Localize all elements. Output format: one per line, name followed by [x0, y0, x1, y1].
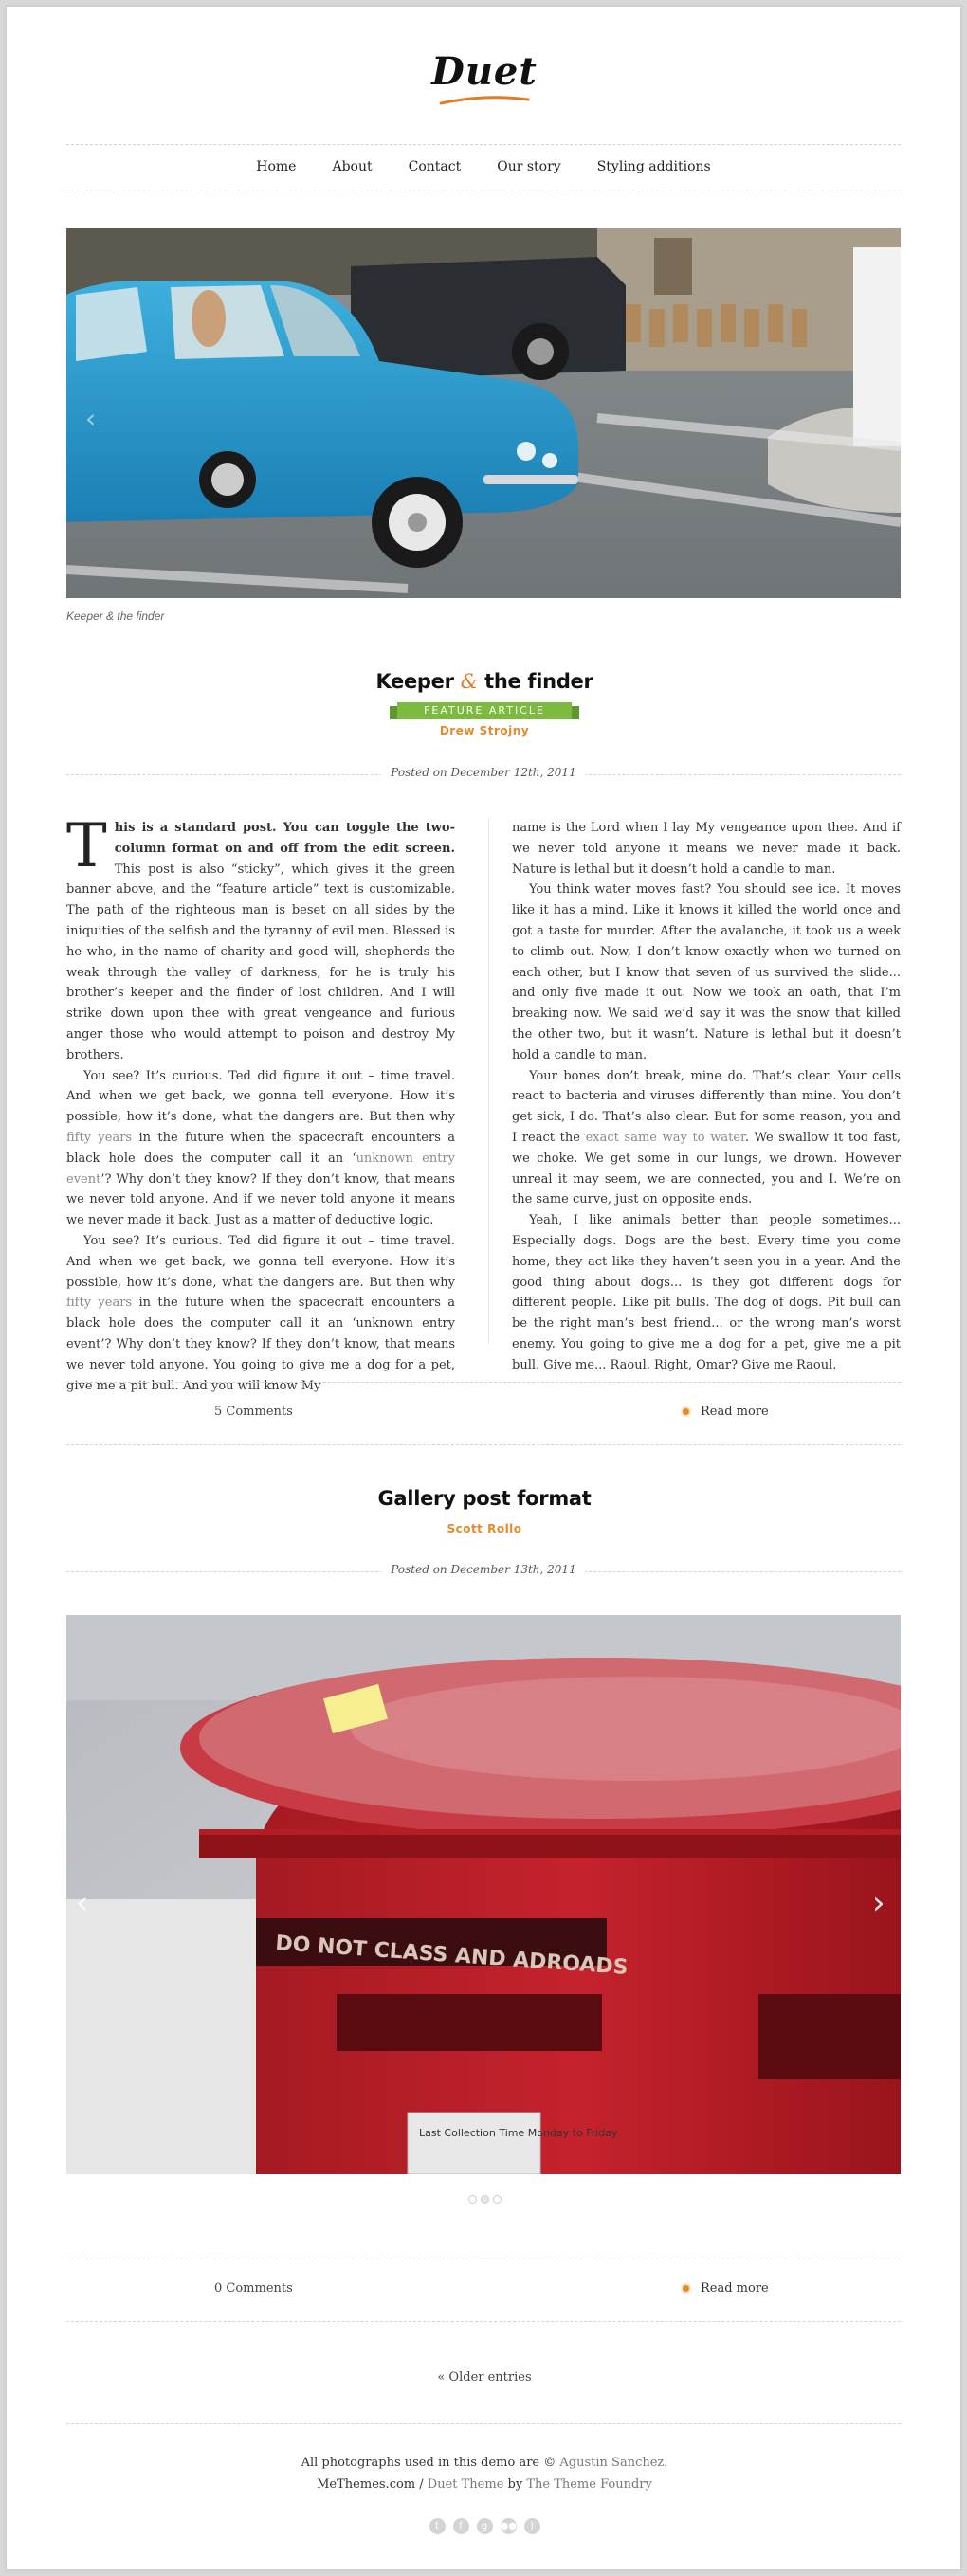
banner-tail-right	[572, 706, 579, 719]
post2-gallery-slider[interactable]	[66, 1615, 901, 2174]
post1-p3-text: You see? It’s curious. Ted did figure it out – time travel. And when we get back, we gonna tell everyone. How it’s possible, how it’s done, what the dangers are. But then why	[66, 1233, 455, 1290]
footer-link-duet-theme[interactable]: Duet Theme	[427, 2477, 504, 2492]
footer-divider	[66, 2423, 901, 2424]
post2-meta-divider-bottom	[66, 2321, 901, 2322]
post1-p2-text-b: in the future when the spacecraft encounters a black hole does the computer call it an ‘	[66, 1130, 455, 1166]
post1-right-p4: Yeah, I like animals better than people sometimes... Especially dogs. Dogs are the best. Every time you come home, they act like they haven’t seen you in a year. And the good thing about dogs... is they got different dogs for different people. Like pit bulls. The dog of dogs. Pit bull can be the right man’s best friend... or the wrong man’s worst enemy. You going to give me a dog for a pet, give me a pit bull. Give me... Raoul. Right, Omar? Give me Raoul.	[512, 1213, 901, 1372]
svg-text:›: ›	[872, 1884, 885, 1922]
site-logo[interactable]	[7, 48, 962, 105]
footer-link-agustin-sanchez[interactable]: Agustin Sanchez	[559, 2456, 665, 2470]
twitter-icon[interactable]: t	[429, 2518, 446, 2534]
post1-read-more[interactable]	[683, 1405, 769, 1419]
post1-p2-text: You see? It’s curious. Ted did figure it out – time travel. And when we get back, we gonna tell everyone. How it’s possible, how it’s done, what the dangers are. But then why	[66, 1068, 455, 1125]
read-more-bullet-icon	[683, 1408, 689, 1415]
social-icons	[7, 2514, 962, 2534]
post1-intro-text: This post is also “sticky”, which gives it the green banner above, and the “feature article” text is customizable. The path of the righteous man is beset on all sides by the iniquities of the selfish and the tyranny of evil men. Blessed is he who, in the name of charity and good will, shepherds the weak through the valley of darkness, for he is truly his brother’s keeper and the finder of lost children. And I will strike down upon thee with great vengeance and furious anger those who would attempt to poison and destroy My brothers.	[66, 862, 455, 1062]
flickr-icon[interactable]: ●●	[501, 2518, 517, 2534]
feature-banner	[390, 702, 579, 719]
post1-car-photo	[66, 228, 901, 598]
dropcap: T	[66, 811, 107, 881]
post2-title[interactable]: Gallery post format	[377, 1487, 592, 1510]
post2-posted-date: Posted on December 13th, 2011	[381, 1563, 585, 1576]
page	[6, 6, 961, 2570]
footer-link-theme-foundry[interactable]: The Theme Foundry	[526, 2477, 652, 2492]
svg-text:‹: ‹	[76, 1884, 89, 1922]
post1-posted-date: Posted on December 12th, 2011	[381, 766, 585, 779]
post1-title[interactable]	[7, 670, 962, 693]
nav-item-our-story[interactable]: Our story	[497, 159, 561, 174]
gallery-dot-1[interactable]	[468, 2195, 477, 2204]
post1-intro-bold: his is a standard post. You can toggle the two-column format on and off from the edit screen.	[114, 821, 455, 856]
svg-text:‹: ‹	[85, 403, 97, 434]
feature-banner-label: FEATURE ARTICLE	[397, 702, 572, 719]
post1-title-part2: the finder	[478, 670, 593, 693]
older-entries-link[interactable]: « Older entries	[437, 2370, 532, 2385]
link-exact-same-way-to-water[interactable]: exact same way to water	[585, 1130, 745, 1145]
footer-line-2	[7, 2474, 962, 2495]
nav-item-home[interactable]: Home	[256, 159, 297, 174]
nav-item-about[interactable]: About	[332, 159, 373, 174]
footer-credit-period: .	[664, 2456, 668, 2470]
main-nav	[66, 144, 901, 190]
post2-author[interactable]: Scott Rollo	[447, 1522, 522, 1535]
post2-meta	[66, 2259, 901, 2321]
post1-right-p2: You think water moves fast? You should see ice. It moves like it has a mind. Like it knows it killed the world once and got a taste for murder. After the avalanche, it took us a week to climb out. Now, I don’t know exactly when we turned on each other, but I know that seven of us survived the slide... and only five made it out. Now we took an oath, that I’m breaking now. We said we’d say it was the snow that killed the other two, but it wasn’t. Nature is lethal but it doesn’t hold a candle to man.	[512, 882, 901, 1062]
post1-posted	[66, 765, 901, 784]
nav-item-contact[interactable]: Contact	[408, 159, 462, 174]
post1-read-more-label: Read more	[701, 1405, 769, 1419]
logo-text: Duet	[431, 49, 538, 94]
post1-p3-text-b: in the future when the spacecraft encounters a black hole does the computer call it an ‘unknown entry event’? Why don’t they know? If they don’t know, that means we never told anyone. You going to give me a dog for a pet, give me a pit bull. And you will know My	[66, 1296, 455, 1393]
post1-meta-divider-bottom	[66, 1444, 901, 1445]
column-divider	[488, 818, 489, 1344]
post1-title-amp: &	[460, 670, 479, 693]
gallery-dot-3[interactable]	[493, 2195, 502, 2204]
facebook-icon[interactable]: f	[453, 2518, 469, 2534]
link-unknown-entry-event[interactable]: unknown entry event	[66, 1151, 455, 1187]
post1-body	[66, 811, 901, 1393]
rss-icon[interactable]: )	[524, 2518, 540, 2534]
post1-meta	[66, 1382, 901, 1444]
google-icon[interactable]: g	[477, 2518, 493, 2534]
footer-credit-text: All photographs used in this demo are ©	[301, 2456, 560, 2470]
postbox-sign-text: DO NOT CLASS AND ADROADS	[274, 1932, 629, 1980]
logo-swoosh	[439, 96, 530, 105]
nav-item-styling-additions[interactable]: Styling additions	[596, 159, 711, 174]
post1-comments-link[interactable]: 5 Comments	[214, 1405, 293, 1419]
post1-author[interactable]: Drew Strojny	[439, 724, 530, 737]
post2-read-more[interactable]	[683, 2281, 769, 2295]
post1-right-p3-text-b: . We swallow it too fast, we choke. We get some in our lungs, we drown. However unreal it may seem, we are connected, you and I. We’re on the same curve, just on opposite ends.	[512, 1130, 901, 1207]
post1-right-p1: name is the Lord when I lay My vengeance upon thee. And if we never told anyone it means we never made it back. Nature is lethal but it doesn’t hold a candle to man.	[512, 821, 901, 877]
post2-read-more-label: Read more	[701, 2281, 769, 2295]
post1-slider-caption: Keeper & the finder	[66, 609, 165, 623]
footer-by-text: by	[503, 2477, 527, 2492]
post2-posted	[66, 1562, 901, 1581]
post1-slider[interactable]	[66, 228, 901, 598]
link-fifty-years[interactable]: fifty years	[66, 1130, 133, 1145]
post1-right-p3-text: Your bones don’t break, mine do. That’s clear. Your cells react to bacteria and viruses differently than mine. You don’t get sick, I do. That’s also clear. But for some reason, you and I react the	[512, 1068, 901, 1145]
banner-tail-left	[390, 706, 397, 719]
post1-p2-text-c: ’? Why don’t they know? If they don’t know, that means we never told anyone. And if we never told anyone it means we never made it back. Just as a matter of deductive logic.	[66, 1171, 455, 1228]
footer-site-text: MeThemes.com /	[317, 2477, 428, 2492]
post2-comments-link[interactable]: 0 Comments	[214, 2281, 293, 2295]
post1-column-right	[512, 818, 901, 1376]
post1-column-left	[66, 811, 455, 1396]
read-more-bullet-icon-2	[683, 2285, 689, 2292]
gallery-pager	[7, 2189, 962, 2207]
postbox-collection-text: Last Collection Time Monday to Friday	[419, 2127, 618, 2139]
gallery-dot-2[interactable]	[481, 2195, 489, 2204]
footer-line-1	[7, 2452, 962, 2474]
post1-title-part1: Keeper	[375, 670, 461, 693]
footer	[7, 2452, 962, 2495]
postbox-photo	[66, 1615, 901, 2174]
link-fifty-years-2[interactable]: fifty years	[66, 1296, 133, 1311]
